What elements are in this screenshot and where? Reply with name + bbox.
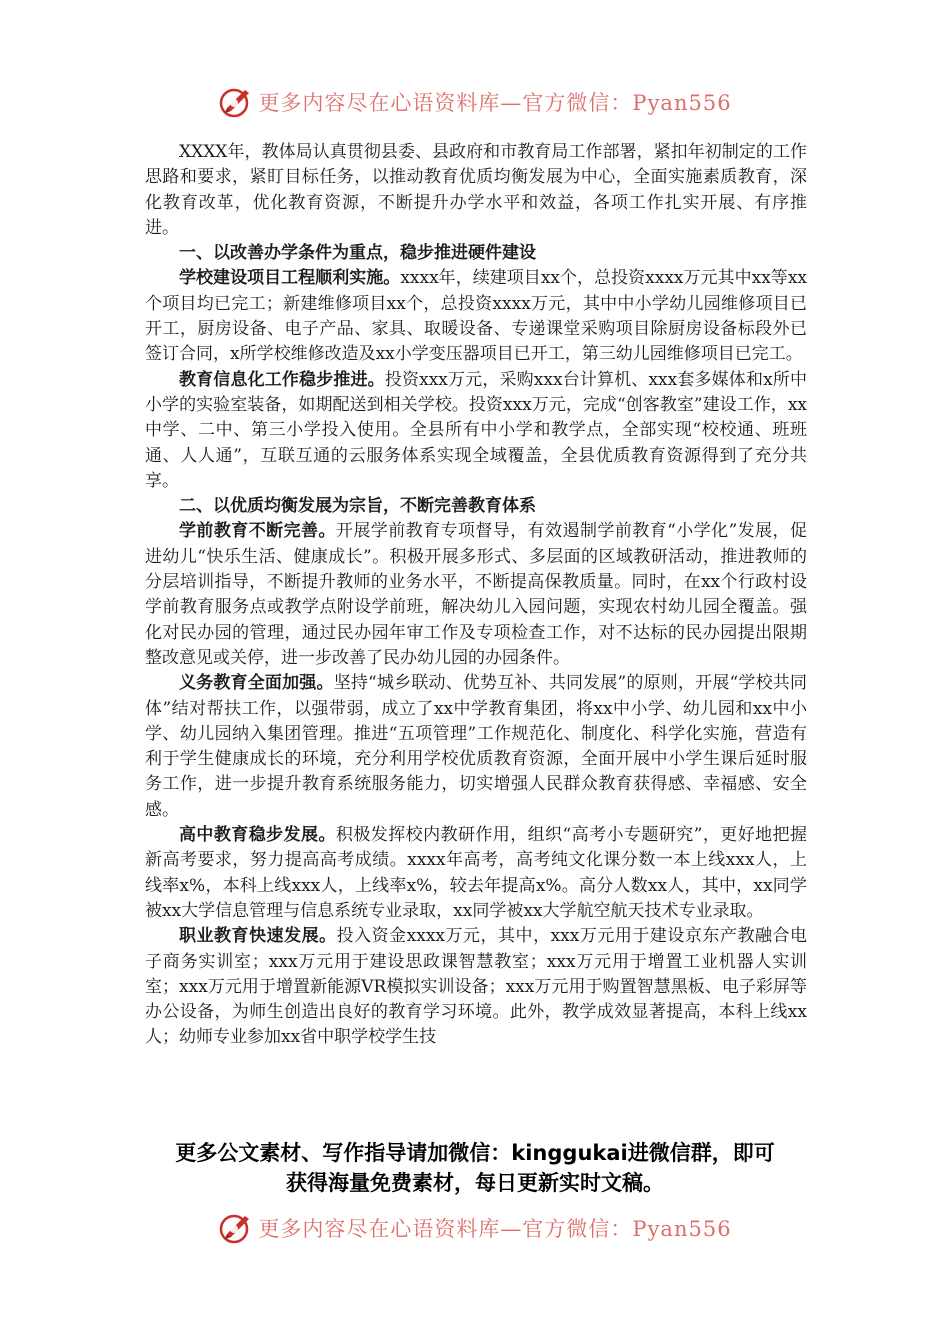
paragraph-compulsory xyxy=(145,671,807,823)
paragraph-body: 积极发挥校内教研作用，组织“高考小专题研究”，更好地把握新高考要求，努力提高高考成绩。xxxx年高考，高考纯文化课分数一本上线xxx人，上线率x%，本科上线xxx人，上线率x%，较去年提高x%。高分人数xx人，其中，xx同学被xx大学信息管理与信息系统专业录取，xx同学被xx大学航空航天技术专业录取。 xyxy=(145,825,807,921)
paragraph-body: 投入资金xxxx万元，其中，xxx万元用于建设京东产教融合电子商务实训室；xxx万元用于建设思政课智慧教室；xxx万元用于增置工业机器人实训室；xxx万元用于增置新能源VR模拟实训设备；xxx万元用于购置智慧黑板、电子彩屏等办公设备，为师生创造出良好的教育学习环境。此外，教学成效显著提高，本科上线xx人；幼师专业参加xx省中职学校学生技 xyxy=(145,926,807,1048)
paragraph-preschool xyxy=(145,519,807,671)
paragraph-body: xxxx年，续建项目xx个，总投资xxxx万元其中xx等xx个项目均已完工；新建维修项目xx个，总投资xxxx万元，其中中小学幼儿园维修项目已开工，厨房设备、电子产品、家具、取暖设备、专递课堂采购项目除厨房设备标段外已签订合同，x所学校维修改造及xx小学变压器项目已开工，第三幼儿园维修项目已完工。 xyxy=(145,268,807,365)
paragraph-lead: 教育信息化工作稳步推进。 xyxy=(179,369,385,390)
paragraph-lead: 学前教育不断完善。 xyxy=(179,521,336,542)
paragraph-body: 投资xxx万元，采购xxx台计算机、xxx套多媒体和x所中小学的实验室装备，如期配送到相关学校。投资xxx万元，完成“创客教室”建设工作，xx中学、二中、第三小学投入使用。全县所有中小学和教学点，全部实现“校校通、班班通、人人通”，互联互通的云服务体系实现全域覆盖，全县优质教育资源得到了充分共享。 xyxy=(145,369,808,491)
intro-paragraph: XXXX年，教体局认真贯彻县委、县政府和市教育局工作部署，紧扣年初制定的工作思路和要求，紧盯目标任务，以推动教育优质均衡发展为中心，全面实施素质教育，深化教育改革，优化教育资源，不断提升办学水平和效益，各项工作扎实开展、有序推进。 xyxy=(145,142,807,238)
paragraph-lead: 义务教育全面加强。 xyxy=(179,673,334,694)
pen-logo-icon xyxy=(218,84,254,120)
document-body xyxy=(145,140,807,1051)
watermark-header xyxy=(0,82,950,122)
paragraph-lead: 高中教育稳步发展。 xyxy=(179,825,336,846)
watermark-footer xyxy=(0,1208,950,1248)
watermark-text: 更多内容尽在心语资料库—官方微信：Pyan556 xyxy=(258,91,732,115)
section-heading-1: 一、以改善办学条件为重点，稳步推进硬件建设 xyxy=(179,243,536,264)
promo-line-1: 更多公文素材、写作指导请加微信：kinggukai进微信群，即可 xyxy=(175,1141,775,1165)
paragraph-high-school xyxy=(145,823,807,924)
section-heading-2: 二、以优质均衡发展为宗旨，不断完善教育体系 xyxy=(179,496,536,517)
paragraph-school-construction xyxy=(145,266,807,367)
watermark-text: 更多内容尽在心语资料库—官方微信：Pyan556 xyxy=(258,1217,732,1241)
paragraph-lead: 职业教育快速发展。 xyxy=(179,926,337,947)
promo-banner xyxy=(100,1138,850,1198)
paragraph-body: 开展学前教育专项督导，有效遏制学前教育“小学化”发展，促进幼儿“快乐生活、健康成长”。积极开展多形式、多层面的区域教研活动，推进教师的分层培训指导，不断提升教师的业务水平，不断提高保教质量。同时，在xx个行政村设学前教育服务点或教学点附设学前班，解决幼儿入园问题，实现农村幼儿园全覆盖。强化对民办园的管理，通过民办园年审工作及专项检查工作，对不达标的民办园提出限期整改意见或关停，进一步改善了民办幼儿园的办园条件。 xyxy=(145,521,807,668)
paragraph-lead: 学校建设项目工程顺利实施。 xyxy=(179,268,401,289)
promo-line-2: 获得海量免费素材，每日更新实时文稿。 xyxy=(286,1171,664,1195)
paragraph-body: 坚持“城乡联动、优势互补、共同发展”的原则，开展“学校共同体”结对帮扶工作，以强带弱，成立了xx中学教育集团，将xx中小学、幼儿园和xx中小学、幼儿园纳入集团管理。推进“五项管理”工作规范化、制度化、科学化实施，营造有利于学生健康成长的环境，充分利用学校优质教育资源，全面开展中小学生课后延时服务工作，进一步提升教育系统服务能力，切实增强人民群众教育获得感、幸福感、安全感。 xyxy=(145,673,807,820)
paragraph-informatization xyxy=(145,368,807,494)
pen-logo-icon xyxy=(218,1210,254,1246)
paragraph-vocational xyxy=(145,924,807,1050)
